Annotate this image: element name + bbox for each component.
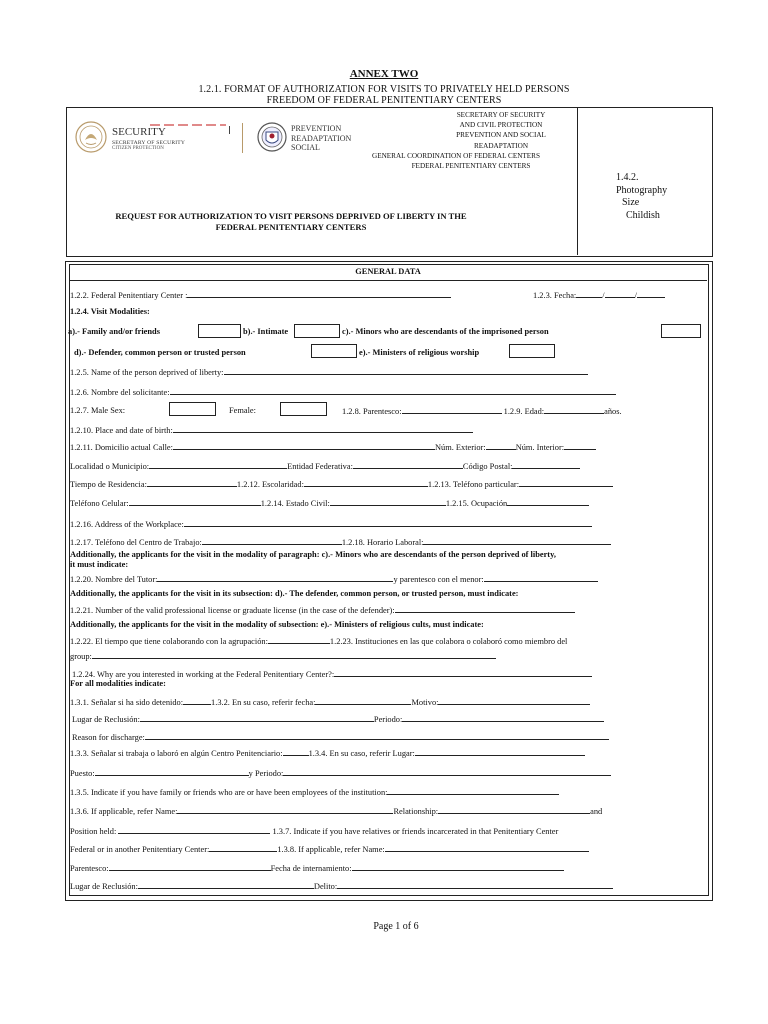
photo-placeholder — [600, 172, 690, 222]
nombre-tutor-field[interactable] — [157, 573, 393, 582]
row-1220 — [70, 573, 598, 585]
family-employees-field[interactable] — [387, 786, 559, 795]
prevention-line2: READAPTATION — [291, 133, 352, 143]
row-122 — [70, 289, 451, 301]
agency-line: AND CIVIL PROTECTION — [459, 121, 543, 130]
num-exterior-field[interactable] — [486, 441, 516, 450]
label-tiempo-residencia: Tiempo de Residencia: — [70, 480, 147, 489]
label-entidad: Entidad Federativa: — [287, 462, 353, 471]
label-federal-other-center: Federal or in another Penitentiary Center: — [70, 845, 210, 854]
label-professional-license: 1.2.21. Number of the valid professional license or graduate license (in the case of the defender): — [70, 606, 395, 615]
label-y-periodo: y Periodo: — [248, 769, 284, 778]
label-federal-center: 1.2.2. Federal Penitentiary Center : — [70, 291, 188, 300]
note-modality-e: Additionally, the applicants for the visit in the modality of subsection: e).- Ministers of religious cults, must indicate: — [70, 620, 484, 629]
fecha-internamiento-field[interactable] — [352, 862, 564, 871]
agency-block — [340, 110, 572, 171]
row-135 — [70, 786, 559, 798]
motivo-field[interactable] — [438, 696, 590, 705]
agency-line: GENERAL COORDINATION OF FEDERAL CENTERS — [372, 151, 540, 160]
professional-license-field[interactable] — [395, 604, 575, 613]
parentesco-field[interactable] — [402, 405, 502, 414]
row-puesto — [70, 767, 611, 779]
label-telefono-celular: Teléfono Celular: — [70, 499, 129, 508]
row-126 — [70, 386, 616, 398]
tiempo-agrupacion-field[interactable] — [268, 635, 330, 644]
label-edad: 1.2.9. Edad: — [503, 407, 545, 416]
lugar-reclusion-2-field[interactable] — [138, 880, 314, 889]
note-modality-c-line2: it must indicate: — [70, 560, 129, 569]
group-field[interactable] — [92, 650, 496, 659]
label-parentesco-2: Parentesco: — [70, 864, 109, 873]
relationship-field[interactable] — [438, 805, 590, 814]
label-male-sex: 1.2.7. Male Sex: — [70, 406, 126, 415]
label-mod-e: e).- Ministers of religious worship — [359, 348, 480, 357]
security-logo-sub2: CITIZEN PROTECTION — [112, 146, 164, 151]
refer-name-field[interactable] — [177, 805, 393, 814]
label-motivo: Motivo: — [411, 698, 439, 707]
label-ocupacion: 1.2.15. Ocupación — [445, 499, 508, 508]
place-birth-field[interactable] — [173, 424, 473, 433]
row-1216 — [70, 518, 592, 530]
label-puesto: Puesto: — [70, 769, 95, 778]
ocupacion-field[interactable] — [507, 497, 589, 506]
label-lugar-reclusion-2: Lugar de Reclusión: — [70, 882, 138, 891]
row-133 — [70, 747, 585, 759]
telefono-trabajo-field[interactable] — [202, 536, 342, 545]
parentesco-menor-field[interactable] — [484, 573, 598, 582]
row-localidad — [70, 460, 580, 472]
logo-decoration — [150, 124, 226, 126]
tiempo-residencia-field[interactable] — [147, 478, 237, 487]
label-num-interior: Núm. Interior: — [515, 443, 565, 452]
photo-line2: Photography — [616, 184, 668, 196]
row-1222 — [70, 635, 567, 647]
row-lugar2 — [70, 880, 613, 892]
edad-field[interactable] — [544, 405, 604, 414]
federal-other-center-field[interactable] — [209, 843, 277, 852]
label-refer-name: 1.3.6. If applicable, refer Name: — [70, 807, 178, 816]
person-deprived-field[interactable] — [224, 366, 588, 375]
lugar-reclusion-field[interactable] — [140, 713, 374, 722]
label-num-exterior: Núm. Exterior: — [434, 443, 486, 452]
security-logo-name: SECURITY — [112, 126, 166, 138]
num-interior-field[interactable] — [564, 441, 596, 450]
label-escolaridad: 1.2.12. Escolaridad: — [236, 480, 304, 489]
codigo-postal-field[interactable] — [512, 460, 580, 469]
photo-line1: 1.4.2. — [616, 172, 639, 183]
label-referir-fecha: 1.3.2. En su caso, referir fecha: — [211, 698, 316, 707]
label-relatives-incarcerated: 1.3.7. Indicate if you have relatives or friends incarcerated in that Penitentiary Center — [272, 827, 559, 836]
row-position — [70, 825, 558, 837]
fecha-month-field[interactable] — [605, 289, 635, 298]
parentesco-2-field[interactable] — [109, 862, 271, 871]
row-group — [70, 650, 496, 662]
fecha-year-field[interactable] — [637, 289, 665, 298]
label-visit-modalities: 1.2.4. Visit Modalities: — [70, 307, 150, 316]
request-title-line1: REQUEST FOR AUTHORIZATION TO VISIT PERSONS DEPRIVED OF LIBERTY IN THE — [115, 211, 467, 221]
prevention-line1: PREVENTION — [291, 124, 342, 133]
row-1221 — [70, 604, 575, 616]
entidad-field[interactable] — [353, 460, 463, 469]
label-family-employees: 1.3.5. Indicate if you have family or friends who are or have been employees of the institution: — [70, 788, 388, 797]
female-checkbox[interactable] — [280, 402, 327, 416]
label-female: Female: — [229, 406, 256, 415]
row-125 — [70, 366, 588, 378]
mod-d-checkbox[interactable] — [311, 344, 357, 358]
reason-discharge-field[interactable] — [145, 731, 609, 740]
label-place-birth: 1.2.10. Place and date of birth: — [70, 426, 173, 435]
label-reason-discharge: Reason for discharge: — [72, 733, 145, 742]
periodo-field[interactable] — [402, 713, 604, 722]
federal-center-field[interactable] — [187, 289, 451, 298]
logo-separator — [242, 123, 243, 153]
label-tiempo-agrupacion: 1.2.22. El tiempo que tiene colaborando con la agrupación: — [70, 637, 268, 646]
label-codigo-postal: Código Postal: — [462, 462, 513, 471]
position-held-field[interactable] — [118, 825, 270, 834]
workplace-address-field[interactable] — [184, 518, 592, 527]
male-sex-checkbox[interactable] — [169, 402, 216, 416]
applicant-name-field[interactable] — [170, 386, 616, 395]
puesto-field[interactable] — [95, 767, 249, 776]
annex-title: ANNEX TWO — [349, 68, 419, 80]
general-data-header: GENERAL DATA — [69, 264, 707, 281]
agency-line: SECRETARY OF SECURITY — [456, 111, 546, 119]
label-trabaja-centro: 1.3.3. Señalar si trabaja o laboró en algún Centro Penitenciario: — [70, 749, 283, 758]
label-group: group: — [70, 652, 92, 661]
label-mod-b: b).- Intimate — [243, 327, 289, 336]
agency-line: FEDERAL PENITENTIARY CENTERS — [411, 162, 531, 171]
detenido-field[interactable] — [183, 696, 211, 705]
fecha-day-field[interactable] — [576, 289, 602, 298]
label-mod-a: a).- Family and/or friends — [68, 327, 160, 336]
form-subtitle-line1: 1.2.1. FORMAT OF AUTHORIZATION FOR VISITS TO PRIVATELY HELD PERSONS — [198, 84, 570, 95]
note-modality-c-line1: Additionally, the applicants for the visit in the modality of paragraph: c).- Minors who are descendants of the person deprived of liberty, — [70, 550, 556, 559]
label-delito: Delito: — [313, 882, 338, 891]
request-title — [66, 211, 516, 232]
trabaja-centro-field[interactable] — [283, 747, 309, 756]
domicilio-field[interactable] — [173, 441, 435, 450]
localidad-field[interactable] — [149, 460, 287, 469]
prevention-line3: SOCIAL — [291, 143, 320, 153]
label-fecha-internamiento: Fecha de internamiento: — [270, 864, 352, 873]
mod-b-checkbox[interactable] — [294, 324, 340, 338]
row-reclusion — [72, 713, 604, 725]
label-nombre-tutor: 1.2.20. Nombre del Tutor: — [70, 575, 158, 584]
why-interested-field[interactable] — [334, 668, 592, 677]
estado-civil-field[interactable] — [330, 497, 446, 506]
y-periodo-field[interactable] — [283, 767, 611, 776]
label-workplace-address: 1.2.16. Address of the Workplace: — [70, 520, 184, 529]
label-refer-name-138: 1.3.8. If applicable, refer Name: — [277, 845, 385, 854]
security-seal-icon — [74, 120, 108, 159]
row-1217 — [70, 536, 611, 548]
referir-lugar-field[interactable] — [415, 747, 585, 756]
escolaridad-field[interactable] — [304, 478, 428, 487]
label-anos: años. — [604, 407, 622, 416]
security-logo-sub1: SECRETARY OF SECURITY — [112, 140, 186, 146]
label-estado-civil: 1.2.14. Estado Civil: — [260, 499, 330, 508]
label-parentesco: 1.2.8. Parentesco: — [342, 407, 402, 416]
label-relationship: Relationship: — [393, 807, 439, 816]
label-domicilio: 1.2.11. Domicilio actual Calle: — [70, 443, 173, 452]
telefono-celular-field[interactable] — [129, 497, 261, 506]
mod-c-checkbox[interactable] — [661, 324, 701, 338]
refer-name-138-field[interactable] — [385, 843, 589, 852]
row-128 — [342, 405, 622, 417]
label-position-held: Position held: — [70, 827, 117, 836]
label-horario-laboral: 1.2.18. Horario Laboral: — [341, 538, 424, 547]
label-applicant-name: 1.2.6. Nombre del solicitante: — [70, 388, 170, 397]
mod-a-checkbox[interactable] — [198, 324, 241, 338]
photo-line3: Size — [622, 197, 640, 208]
photo-line4: Childish — [626, 209, 660, 221]
horario-laboral-field[interactable] — [423, 536, 611, 545]
label-mod-c: c).- Minors who are descendants of the imprisoned person — [342, 327, 549, 336]
row-136 — [70, 805, 602, 817]
label-periodo: Periodo: — [373, 715, 403, 724]
row-parentesco2 — [70, 862, 564, 874]
label-parentesco-menor: y parentesco con el menor: — [393, 575, 484, 584]
row-138 — [70, 843, 589, 855]
row-tiempo — [70, 478, 613, 490]
row-reason — [72, 731, 609, 743]
label-fecha: 1.2.3. Fecha: — [533, 291, 577, 300]
referir-fecha-field[interactable] — [315, 696, 411, 705]
label-telefono-particular: 1.2.13. Teléfono particular: — [427, 480, 520, 489]
row-123: 1.2.3. Fecha: / / — [533, 289, 665, 301]
page-number: Page 1 of 6 — [373, 921, 419, 932]
telefono-particular-field[interactable] — [519, 478, 613, 487]
row-celular — [70, 497, 589, 509]
request-title-line2: FEDERAL PENITENTIARY CENTERS — [215, 221, 367, 232]
label-and: and — [590, 807, 603, 816]
label-detenido: 1.3.1. Señalar si ha sido detenido: — [70, 698, 184, 707]
label-lugar-reclusion: Lugar de Reclusión: — [72, 715, 140, 724]
row-1211 — [70, 441, 596, 453]
label-mod-d: d).- Defender, common person or trusted person — [74, 348, 246, 357]
mod-e-checkbox[interactable] — [509, 344, 555, 358]
agency-line: PREVENTION AND SOCIAL READAPTATION — [456, 131, 546, 150]
delito-field[interactable] — [337, 880, 613, 889]
logo-tick — [229, 126, 230, 134]
prevention-emblem-icon — [256, 121, 288, 160]
label-referir-lugar: 1.3.4. En su caso, referir Lugar: — [308, 749, 415, 758]
row-1210 — [70, 424, 473, 436]
label-why-interested: 1.2.24. Why are you interested in working at the Federal Penitentiary Center?: — [72, 670, 335, 679]
label-instituciones: 1.2.23. Instituciones en las que colabora o colaboró como miembro del — [329, 637, 568, 646]
label-person-deprived: 1.2.5. Name of the person deprived of liberty: — [70, 368, 224, 377]
label-telefono-trabajo: 1.2.17. Teléfono del Centro de Trabajo: — [70, 538, 202, 547]
note-modality-d: Additionally, the applicants for the visit in its subsection: d).- The defender, common person, or trusted person, must indicate: — [70, 589, 519, 598]
header-divider — [577, 107, 578, 255]
form-subtitle-line2: FREEDOM OF FEDERAL PENITENTIARY CENTERS — [266, 95, 502, 106]
label-all-modalities: For all modalities indicate: — [70, 679, 166, 688]
label-localidad: Localidad o Municipio: — [70, 462, 150, 471]
row-131 — [70, 696, 590, 708]
